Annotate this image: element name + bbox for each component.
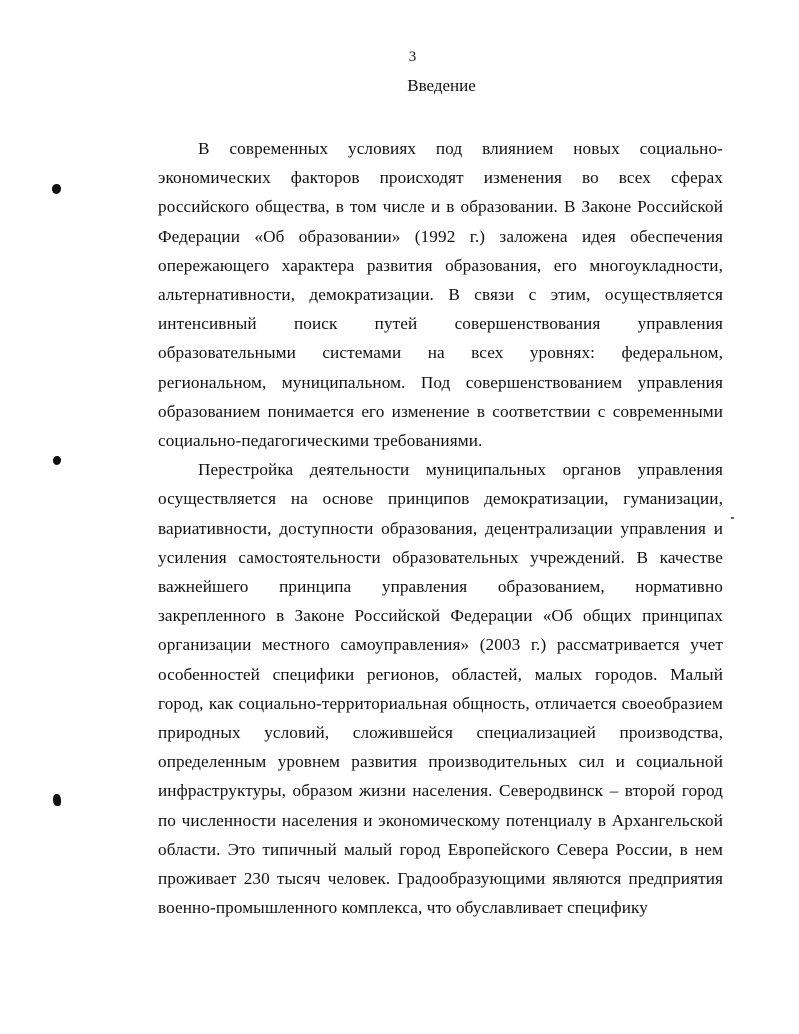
page-number: 3	[408, 49, 417, 65]
section-title: Введение	[407, 76, 476, 95]
body-text	[158, 134, 723, 922]
scan-speck	[731, 517, 734, 519]
binding-hole-mark-top	[52, 184, 61, 194]
binding-hole-mark-bottom	[53, 794, 61, 806]
paragraph-2: Перестройка деятельности муниципальных органов управления осуществляется на основе принципов демократизации, гуманизации, вариативности, доступности образования, децентрализации управления и усиления самостоятельности образовательных учреждений. В качестве важнейшего принципа управления образованием, нормативно закрепленного в Законе Российской Федерации «Об общих принципах организации местного самоуправления» (2003 г.) рассматривается учет особенностей специфики регионов, областей, малых городов. Малый город, как социально-территориальная общность, отличается своеобразием природных условий, сложившейся специализацией производства, определенным уровнем развития производительных сил и социальной инфраструктуры, образом жизни населения. Северодвинск – второй город по численности населения и экономическому потенциалу в Архангельской области. Это типичный малый город Европейского Севера России, в нем проживает 230 тысяч человек. Градообразующими являются предприятия военно-промышленного комплекса, что обуславливает специфику	[158, 460, 723, 918]
binding-hole-mark-middle	[53, 456, 61, 465]
paragraph-1: В современных условиях под влиянием новых социально-экономических факторов происходят изменения во всех сферах российского общества, в том числе и в образовании. В Законе Российской Федерации «Об образовании» (1992 г.) заложена идея обеспечения опережающего характера развития образования, его многоукладности, альтернативности, демократизации. В связи с этим, осуществляется интенсивный поиск путей совершенствования управления образовательными системами на всех уровнях: федеральном, региональном, муниципальном. Под совершенствованием управления образованием понимается его изменение в соответствии с современными социально-педагогическими требованиями.	[158, 139, 723, 451]
